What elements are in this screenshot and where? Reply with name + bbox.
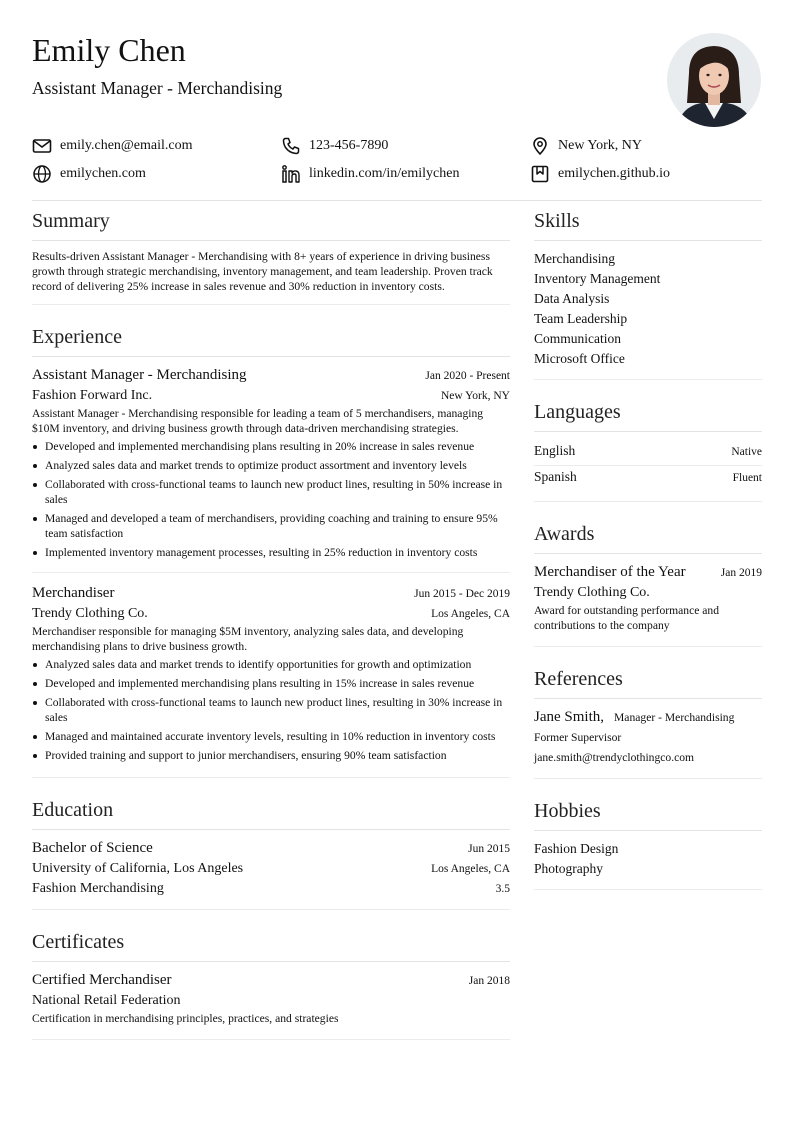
job-description: Merchandiser responsible for managing $5M inventory, analyzing sales data, and developing merchandising plans to drive business growth. xyxy=(32,625,464,653)
candidate-name: Emily Chen xyxy=(32,32,186,68)
summary-text: Results-driven Assistant Manager - Merchandising with 8+ years of experience in driving business growth through strategic merchandising, inventory management, and team leadership. Proven track record of delivering 25% increase in sales revenue and 30% reduction in inventory costs. xyxy=(32,250,493,293)
reference-role: Manager - Merchandising xyxy=(614,711,735,724)
bookmark-icon xyxy=(530,164,550,184)
contact-location xyxy=(530,134,642,158)
job-title: Merchandiser xyxy=(32,585,115,601)
contact-website-text: emilychen.com xyxy=(60,166,146,181)
sidebar-column xyxy=(534,206,762,907)
job-bullet: Collaborated with cross-functional teams to launch new product lines, resulting in 30% increase in sales xyxy=(45,695,510,725)
profile-photo xyxy=(667,33,761,127)
phone-icon xyxy=(281,136,301,156)
contact-portfolio-text: emilychen.github.io xyxy=(558,166,670,181)
location-pin-icon xyxy=(530,136,550,156)
contact-location-text: New York, NY xyxy=(558,138,643,153)
certificate-date: Jan 2018 xyxy=(468,975,510,987)
language-item xyxy=(534,440,762,466)
globe-icon xyxy=(32,164,52,184)
degree: Bachelor of Science xyxy=(32,840,153,856)
contact-portfolio[interactable] xyxy=(530,162,670,186)
job-company: Trendy Clothing Co. xyxy=(32,606,148,621)
job-bullets xyxy=(32,657,510,763)
education-date: Jun 2015 xyxy=(468,843,510,855)
language-name: English xyxy=(534,443,576,458)
job-bullet: Collaborated with cross-functional teams to launch new product lines, resulting in 50% increase in sales xyxy=(45,477,510,507)
gpa: 3.5 xyxy=(495,883,510,895)
references-heading: References xyxy=(534,664,762,699)
hobby-item: Photography xyxy=(534,861,603,876)
experience-heading: Experience xyxy=(32,322,510,357)
field-of-study: Fashion Merchandising xyxy=(32,881,164,896)
job-bullet: Provided training and support to junior merchandisers, ensuring 90% team satisfaction xyxy=(45,748,510,763)
certificates-section xyxy=(32,927,510,1040)
experience-entry xyxy=(32,583,510,763)
certificate-issuer: National Retail Federation xyxy=(32,993,181,1008)
skills-section xyxy=(534,206,762,380)
profile-photo-image xyxy=(667,33,761,127)
job-bullet: Analyzed sales data and market trends to optimize product assortment and inventory levels xyxy=(45,458,510,473)
job-bullet: Implemented inventory management processes, resulting in 25% reduction in inventory costs xyxy=(45,545,510,560)
reference-relation: Former Supervisor xyxy=(534,731,622,744)
skill-item: Microsoft Office xyxy=(534,351,625,366)
skill-item: Team Leadership xyxy=(534,311,628,326)
language-level: Native xyxy=(731,446,762,458)
contact-linkedin[interactable] xyxy=(281,162,459,186)
certificate-name: Certified Merchandiser xyxy=(32,972,172,988)
job-location: Los Angeles, CA xyxy=(431,608,510,620)
job-bullet: Managed and developed a team of merchandisers, providing coaching and training to ensure 95% team satisfaction xyxy=(45,511,510,541)
awards-section xyxy=(534,519,762,647)
language-name: Spanish xyxy=(534,469,577,484)
job-description: Assistant Manager - Merchandising responsible for leading a team of 5 merchandisers, managing $10M inventory, and driving business growth through data-driven merchandising strategies. xyxy=(32,407,484,435)
school: University of California, Los Angeles xyxy=(32,861,244,876)
contact-email[interactable] xyxy=(32,134,193,158)
candidate-title: Assistant Manager - Merchandising xyxy=(32,78,283,98)
job-bullet: Developed and implemented merchandising plans resulting in 20% increase in sales revenue xyxy=(45,439,510,454)
job-location: New York, NY xyxy=(440,390,510,402)
experience-section xyxy=(32,322,510,778)
award-date: Jan 2019 xyxy=(720,567,762,579)
summary-heading: Summary xyxy=(32,206,510,241)
reference-email[interactable]: jane.smith@trendyclothingco.com xyxy=(534,751,695,764)
contact-website[interactable] xyxy=(32,162,146,186)
contact-phone-text: 123-456-7890 xyxy=(309,138,389,153)
job-bullet: Managed and maintained accurate inventory levels, resulting in 10% reduction in inventory costs xyxy=(45,729,510,744)
references-section xyxy=(534,664,762,779)
skill-item: Data Analysis xyxy=(534,291,610,306)
hobbies-section xyxy=(534,796,762,890)
summary-section xyxy=(32,206,510,305)
contact-email-text: emily.chen@email.com xyxy=(60,138,193,153)
award-title: Merchandiser of the Year xyxy=(534,564,686,580)
reference-name: Jane Smith, xyxy=(534,709,604,725)
contact-phone[interactable] xyxy=(281,134,388,158)
language-level: Fluent xyxy=(732,472,762,484)
skill-item: Communication xyxy=(534,331,621,346)
contact-linkedin-text: linkedin.com/in/emilychen xyxy=(309,166,460,181)
hobby-item: Fashion Design xyxy=(534,841,619,856)
job-company: Fashion Forward Inc. xyxy=(32,388,153,403)
education-heading: Education xyxy=(32,795,510,830)
hobbies-heading: Hobbies xyxy=(534,796,762,831)
job-date: Jan 2020 - Present xyxy=(425,370,510,382)
envelope-icon xyxy=(32,136,52,156)
job-title: Assistant Manager - Merchandising xyxy=(32,367,247,383)
awards-heading: Awards xyxy=(534,519,762,554)
certificates-heading: Certificates xyxy=(32,927,510,962)
languages-heading: Languages xyxy=(534,397,762,432)
skill-item: Merchandising xyxy=(534,251,615,266)
job-bullets xyxy=(32,439,510,560)
linkedin-icon xyxy=(281,164,301,184)
experience-entry xyxy=(32,365,510,560)
job-bullet: Analyzed sales data and market trends to identify opportunities for growth and optimization xyxy=(45,657,510,672)
skills-heading: Skills xyxy=(534,206,762,241)
main-column xyxy=(32,206,510,1057)
certificate-description: Certification in merchandising principles, practices, and strategies xyxy=(32,1012,339,1025)
header-divider xyxy=(32,200,762,201)
language-item xyxy=(534,466,762,491)
award-org: Trendy Clothing Co. xyxy=(534,585,650,600)
skill-item: Inventory Management xyxy=(534,271,661,286)
school-location: Los Angeles, CA xyxy=(431,863,510,875)
languages-section xyxy=(534,397,762,502)
job-bullet: Developed and implemented merchandising plans resulting in 15% increase in sales revenue xyxy=(45,676,510,691)
job-date: Jun 2015 - Dec 2019 xyxy=(414,588,510,600)
education-section xyxy=(32,795,510,910)
award-description: Award for outstanding performance and contributions to the company xyxy=(534,604,720,632)
entry-divider xyxy=(32,572,510,573)
